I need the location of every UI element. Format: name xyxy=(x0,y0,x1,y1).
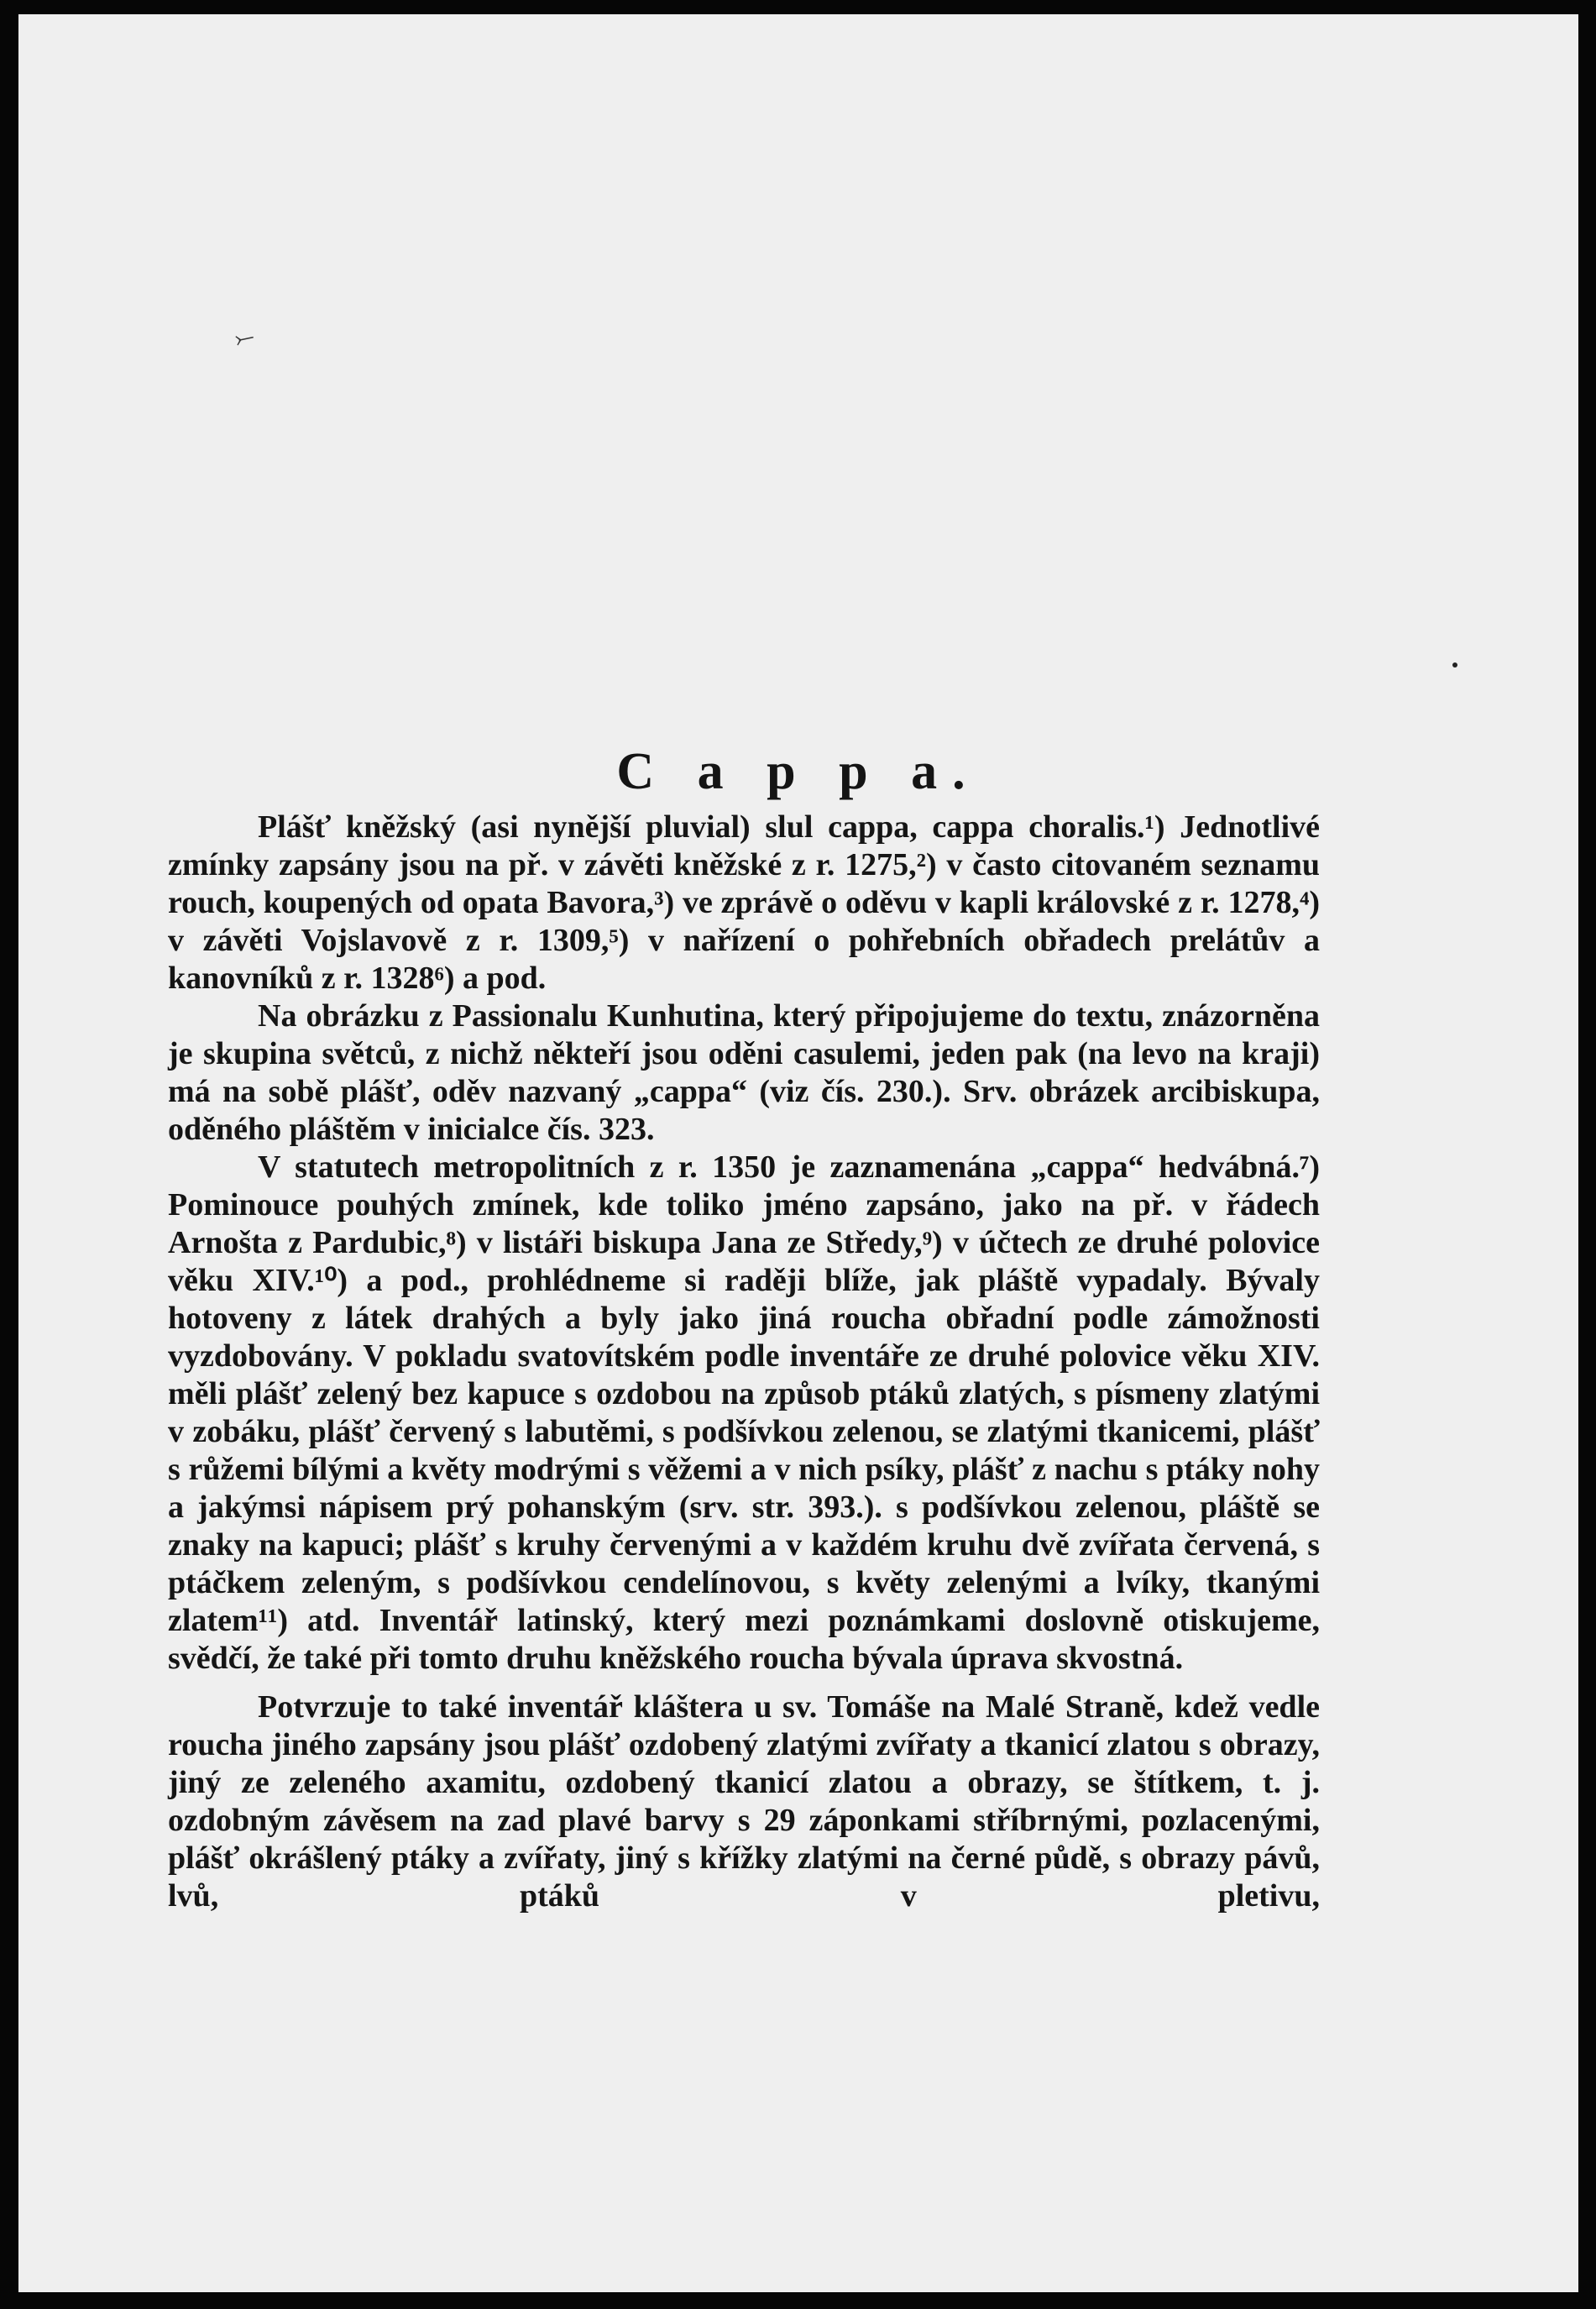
ink-mark-icon: ⤚ xyxy=(232,322,257,353)
body-text xyxy=(168,809,1320,1915)
paragraph: Potvrzuje to také inventář kláštera u sv. Tomáše na Malé Straně, kdež vedle roucha jiného zapsány jsou plášť ozdobený zlatými zvířaty a tkanicí zlatou s obrazy, jiný ze zeleného axamitu, ozdobený tkanicí zlatou a obrazy, se štítkem, t. j. ozdobným závěsem na zad plavé barvy s 29 záponkami stříbrnými, pozlacenými, plášť okrášlený ptáky a zvířaty, jiný s křížky zlatými na černé půdě, s obrazy pávů, lvů, ptáků v pletivu, xyxy=(168,1689,1320,1914)
paragraph: Plášť kněžský (asi nynější pluvial) slul cappa, cappa choralis.¹) Jednotlivé zmínky zapsány jsou na př. v závěti kněžské z r. 1275,²) v často citovaném seznamu rouch, koupených od opata Bavora,³) ve zprávě o oděvu v kapli královské z r. 1278,⁴) v závěti Vojslavově z r. 1309,⁵) v nařízení o pohřebních obřadech prelátův a kanovníků z r. 1328⁶) a pod. xyxy=(168,809,1320,996)
paragraph: Na obrázku z Passionalu Kunhutina, který připojujeme do textu, znázorněna je skupina světců, z nichž někteří jsou oděni casulemi, jeden pak (na levo na kraji) má na sobě plášť, oděv nazvaný „cappa“ (viz čís. 230.). Srv. obrázek arcibiskupa, oděného pláštěm v inicialce čís. 323. xyxy=(168,998,1320,1147)
document-page xyxy=(18,14,1578,2292)
page-title: C a p p a. xyxy=(616,742,981,800)
paragraph: V statutech metropolitních z r. 1350 je zaznamenána „cappa“ hedvábná.⁷) Pominouce pouhých zmínek, kde toliko jméno zapsáno, jako na př. v řádech Arnošta z Pardubic,⁸) v listáři biskupa Jana ze Středy,⁹) v účtech ze druhé polovice věku XIV.¹⁰) a pod., prohlédneme si raději blíže, jak pláště vypadaly. Bývaly hotoveny z látek drahých a byly jako jiná roucha obřadní podle zámožnosti vyzdobovány. V pokladu svatovítském podle inventáře ze druhé polovice věku XIV. měli plášť zelený bez kapuce s ozdobou na způsob ptáků zlatých, s písmeny zlatými v zobáku, plášť červený s labutěmi, s podšívkou zelenou, se zlatými tkanicemi, plášť s růžemi bílými a květy modrými s věžemi a v nich psíky, plášť z nachu s ptáky nohy a jakýmsi nápisem prý pohanským (srv. str. 393.). s podšívkou zelenou, pláště se znaky na kapuci; plášť s kruhy červenými a v každém kruhu dvě zvířata červená, s ptáčkem zeleným, s podšívkou cendelínovou, s květy zelenými a lvíky, tkanými zlatem¹¹) atd. Inventář latinský, který mezi poznámkami doslovně otiskujeme, svědčí, že také při tomto druhu kněžského roucha bývala úprava skvostná. xyxy=(168,1149,1320,1676)
ink-dot xyxy=(1452,662,1457,668)
